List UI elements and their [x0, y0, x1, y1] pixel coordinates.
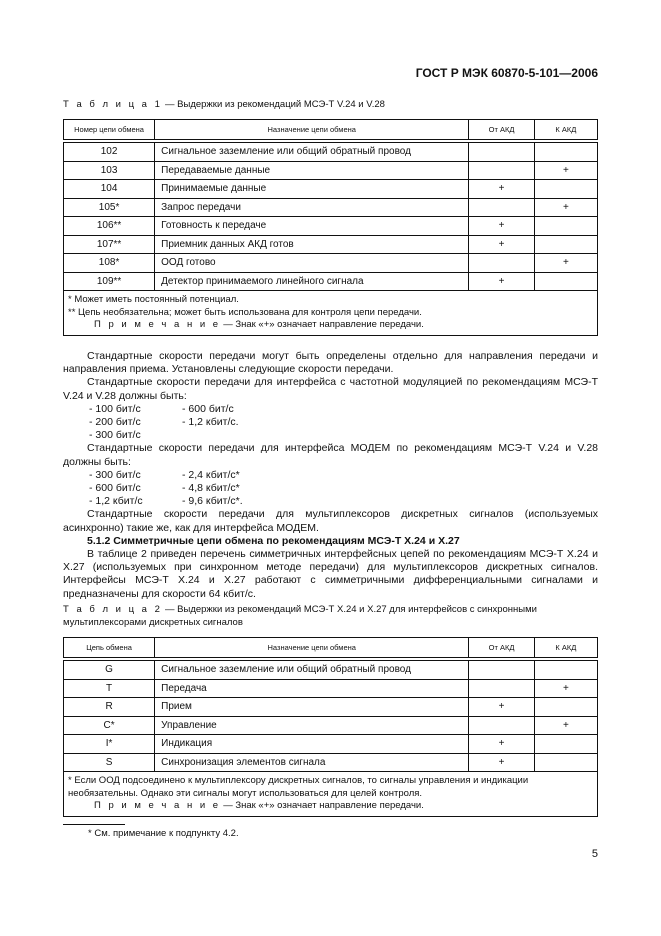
- table-row: [64, 661, 598, 680]
- paragraph: В таблице 2 приведен перечень симметричных интерфейсных цепей по рекомендациям МСЭ-Т X.24 и X.27 (используемых при синхронном методе передачи) для мультиплексоров дискретных сигналов. Интерфейсы МСЭ-Т X.24 и X.27 работают с симметричными дифференциальными сигналами и предназначены для скорости 64 кбит/с.: [63, 548, 598, 600]
- table-cell: [469, 661, 534, 680]
- table-row: [64, 698, 598, 717]
- table-cell: [469, 198, 534, 217]
- table-cell: +: [469, 753, 534, 772]
- table-note: * Если ООД подсоединено к мультиплексору дискретных сигналов, то сигналы управления и индикации необязательны. Однако эти сигналы могут использоваться для целей контроля.: [68, 775, 529, 799]
- table-cell: [534, 180, 597, 199]
- table-row: [64, 161, 598, 180]
- column-header: Цепь обмена: [64, 638, 155, 658]
- remark-text: — Знак «+» означает направление передачи.: [220, 800, 424, 811]
- table-cell: Сигнальное заземление или общий обратный провод: [155, 661, 469, 680]
- footnote: * См. примечание к подпункту 4.2.: [88, 828, 239, 839]
- table-row: [64, 217, 598, 236]
- table-cell: Запрос передачи: [155, 198, 469, 217]
- rate-item: - 2,4 кбит/с*: [182, 468, 240, 481]
- table-cell: 106**: [64, 217, 155, 236]
- caption-text: — Выдержки из рекомендаций МСЭ-Т V.24 и V.28: [162, 99, 385, 110]
- rate-item: - 1,2 кбит/с: [89, 495, 143, 508]
- caption-label: Т а б л и ц а 1: [63, 99, 163, 110]
- table-cell: Передаваемые данные: [155, 161, 469, 180]
- table-row: [64, 716, 598, 735]
- table-cell: 109**: [64, 272, 155, 291]
- table-cell: [469, 161, 534, 180]
- rate-item: [182, 429, 282, 442]
- table-header-row: [64, 638, 598, 658]
- rate-item: - 100 бит/с: [89, 402, 141, 415]
- table-cell: +: [534, 679, 597, 698]
- table-cell: 105*: [64, 198, 155, 217]
- caption-label: Т а б л и ц а 2: [63, 604, 163, 615]
- rate-item: - 4,8 кбит/с*: [182, 482, 240, 495]
- table-cell: T: [64, 679, 155, 698]
- column-header: Назначение цепи обмена: [155, 638, 469, 658]
- table-cell: R: [64, 698, 155, 717]
- table-cell: 107**: [64, 235, 155, 254]
- rate-item: - 300 бит/с: [89, 468, 141, 481]
- rate-item: - 1,2 кбит/с.: [182, 416, 239, 429]
- table-cell: +: [469, 180, 534, 199]
- table-cell: Приемник данных АКД готов: [155, 235, 469, 254]
- table-row: [64, 235, 598, 254]
- table-cell: [469, 254, 534, 273]
- table-notes: [64, 291, 598, 336]
- table-cell: +: [469, 217, 534, 236]
- table1-caption: [63, 99, 598, 112]
- table-cell: [534, 735, 597, 754]
- footnote-divider: [63, 824, 125, 825]
- column-header: К АКД: [534, 638, 597, 658]
- column-header: От АКД: [469, 120, 534, 140]
- rate-item: - 300 бит/с: [89, 429, 141, 442]
- remark-label: П р и м е ч а н и е: [94, 800, 221, 811]
- table-cell: Управление: [155, 716, 469, 735]
- rate-item: - 200 бит/с: [89, 416, 141, 429]
- notes-cell: [64, 772, 598, 817]
- table-row: [64, 753, 598, 772]
- rate-item: - 600 бит/с: [89, 482, 141, 495]
- table-2: [63, 637, 598, 817]
- table-cell: Передача: [155, 679, 469, 698]
- table-note: * Может иметь постоянный потенциал.: [68, 294, 239, 305]
- table-cell: +: [534, 716, 597, 735]
- table-cell: [534, 753, 597, 772]
- table-cell: 108*: [64, 254, 155, 273]
- table-cell: C*: [64, 716, 155, 735]
- table-cell: [534, 235, 597, 254]
- table-row: [64, 198, 598, 217]
- document-header: ГОСТ Р МЭК 60870-5-101—2006: [415, 66, 598, 80]
- table-cell: +: [534, 161, 597, 180]
- column-header: Назначение цепи обмена: [155, 120, 469, 140]
- table-cell: Синхронизация элементов сигнала: [155, 753, 469, 772]
- table-cell: +: [469, 735, 534, 754]
- table-cell: S: [64, 753, 155, 772]
- table-row: [64, 143, 598, 162]
- paragraph: Стандартные скорости передачи для мультиплексоров дискретных сигналов (используемых асинхронно) такие же, как для интерфейса МОДЕМ.: [63, 508, 598, 534]
- table-cell: +: [469, 272, 534, 291]
- paragraph: Стандартные скорости передачи для интерфейса с частотной модуляцией по рекомендациям МСЭ-Т V.24 и V.28 должны быть:: [63, 376, 598, 402]
- section-heading: 5.1.2 Симметричные цепи обмена по рекомендациям МСЭ-Т X.24 и X.27: [87, 534, 460, 547]
- table-cell: [534, 217, 597, 236]
- rate-item: - 9,6 кбит/с*.: [182, 495, 243, 508]
- table-cell: Готовность к передаче: [155, 217, 469, 236]
- table-cell: [469, 679, 534, 698]
- table-cell: I*: [64, 735, 155, 754]
- paragraph: Стандартные скорости передачи могут быть определены отдельно для направления передачи и направления приема. Установлены следующие скорости передачи.: [63, 350, 598, 376]
- table-row: [64, 254, 598, 273]
- table-cell: [469, 143, 534, 162]
- table-row: [64, 679, 598, 698]
- table-cell: [534, 661, 597, 680]
- column-header: К АКД: [534, 120, 597, 140]
- table-cell: ООД готово: [155, 254, 469, 273]
- table-row: [64, 735, 598, 754]
- table-cell: Сигнальное заземление или общий обратный провод: [155, 143, 469, 162]
- table-cell: 103: [64, 161, 155, 180]
- table-remark: [68, 800, 593, 813]
- table-cell: Детектор принимаемого линейного сигнала: [155, 272, 469, 291]
- caption-text: — Выдержки из рекомендаций МСЭ-Т X.24 и X.27 для интерфейсов с синхронными мультиплексорами дискретных сигналов: [63, 604, 537, 628]
- table-cell: [534, 143, 597, 162]
- table-row: [64, 180, 598, 199]
- table-header-row: [64, 120, 598, 140]
- column-header: От АКД: [469, 638, 534, 658]
- table-cell: +: [534, 198, 597, 217]
- table-cell: Прием: [155, 698, 469, 717]
- table2-caption: [63, 604, 598, 629]
- table-cell: [469, 716, 534, 735]
- table-row: [64, 272, 598, 291]
- rates-list: [89, 469, 598, 509]
- table-notes: [64, 772, 598, 817]
- table-cell: Индикация: [155, 735, 469, 754]
- table-1: [63, 119, 598, 336]
- table-cell: Принимаемые данные: [155, 180, 469, 199]
- table-cell: [534, 698, 597, 717]
- column-header: Номер цепи обмена: [64, 120, 155, 140]
- table-cell: +: [469, 698, 534, 717]
- rates-list: [89, 403, 598, 443]
- notes-cell: [64, 291, 598, 336]
- table-cell: +: [534, 254, 597, 273]
- remark-label: П р и м е ч а н и е: [94, 319, 221, 330]
- rate-item: - 600 бит/с: [182, 402, 234, 415]
- page-number: 5: [591, 848, 598, 860]
- table-cell: G: [64, 661, 155, 680]
- table-cell: [534, 272, 597, 291]
- remark-text: — Знак «+» означает направление передачи.: [220, 319, 424, 330]
- table-cell: 104: [64, 180, 155, 199]
- table-note: ** Цепь необязательна; может быть использована для контроля цепи передачи.: [68, 306, 422, 318]
- paragraph: Стандартные скорости передачи для интерфейса МОДЕМ по рекомендациям МСЭ-Т V.24 и V.28 должны быть:: [63, 442, 598, 468]
- body-text: [63, 350, 598, 601]
- table-cell: +: [469, 235, 534, 254]
- table-remark: [68, 319, 593, 332]
- table-cell: 102: [64, 143, 155, 162]
